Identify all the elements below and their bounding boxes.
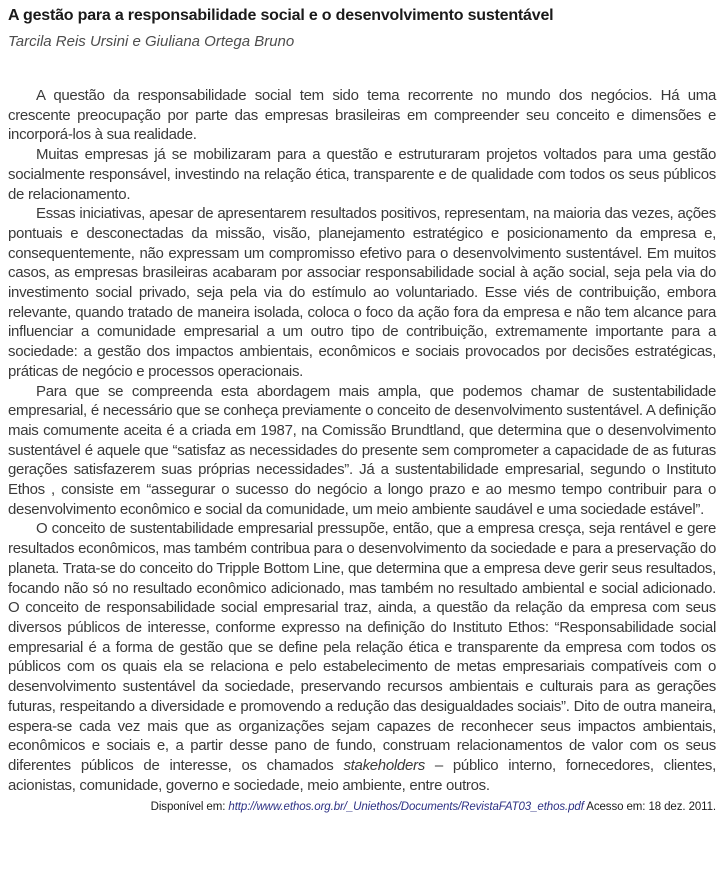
paragraphs	[8, 86, 716, 795]
text-segment: Para que se compreenda esta abordagem mais ampla, que podemos chamar de sustentabilidade empresarial, é necessário que se conheça previamente o conceito de desenvolvimento sustentável. A definição mais comumente aceita é a criada em 1987, na Comissão Brundtland, que determina que o desenvolvimento sustentável é aquele que “satisfaz as necessidades do presente sem comprometer a capacidade de as futuras gerações satisfazerem suas próprias necessidades”. Já a sustentabilidade empresarial, segundo o Instituto Ethos , consiste em “assegurar o sucesso do negócio a longo prazo e ao mesmo tempo contribuir para o desenvolvimento econômico e social da comunidade, um meio ambiente saudável e uma sociedade estável”.	[8, 382, 716, 518]
text-segment: – público interno, fornecedores, clientes, acionistas, comunidade, governo e sociedade, meio ambiente, entre outros.	[8, 756, 716, 794]
document-title: A gestão para a responsabilidade social e o desenvolvimento sustentável	[8, 7, 554, 24]
document-authors: Tarcila Reis Ursini e Giuliana Ortega Bruno	[8, 33, 295, 50]
text-segment: Essas iniciativas, apesar de apresentarem resultados positivos, representam, na maioria das vezes, ações pontuais e desconectadas da missão, visão, planejamento estratégico e posicionamento da empresa e, consequentemente, não expressam um compromisso efetivo para o desenvolvimento sustentável. Em muitos casos, as empresas brasileiras acabaram por associar responsabilidade social à ação social, seja pela via do investimento social privado, seja pela via do estímulo ao voluntariado. Esse viés de contribuição, embora relevante, quando tratado de maneira isolada, coloca o foco da ação fora da empresa e não tem alcance para influenciar a comunidade empresarial a um outro tipo de contribuição, extremamente importante para a sociedade: a gestão dos impactos ambientais, econômicos e sociais provocados por decisões estratégicas, práticas de negócio e processos operacionais.	[8, 205, 716, 380]
source-label: Disponível em:	[150, 801, 229, 814]
text-segment: O conceito de sustentabilidade empresarial pressupõe, então, que a empresa cresça, seja rentável e gere resultados econômicos, mas também contribua para o desenvolvimento da sociedade e para a preservação do planeta. Trata-se do conceito do Tripple Bottom Line, que determina que a empresa deve gerir seus resultados, focando não só no resultado econômico adicionado, mas também no resultado ambiental e social adicionado. O conceito de responsabilidade social empresarial traz, ainda, a questão da relação da empresa com seus diversos públicos de interesse, conforme expresso na definição do Instituto Ethos: “Responsabilidade social empresarial é a forma de gestão que se define pela relação ética e transparente da empresa com todos os públicos com os quais ela se relaciona e pelo estabelecimento de metas empresariais compatíveis com o desenvolvimento sustentável da sociedade, preservando recursos ambientais e culturais para as gerações futuras, respeitando a diversidade e promovendo a redução das desigualdades sociais”. Dito de outra maneira, espera-se cada vez mais que as organizações sejam capazes de reconhecer seus impactos ambientais, econômicos e sociais e, a partir desse pano de fundo, construam relacionamentos de valor com os seus diferentes públicos de interesse, os chamados	[8, 520, 716, 774]
paragraph	[8, 204, 716, 381]
source-access-date: Acesso em: 18 dez. 2011.	[583, 801, 716, 814]
text-segment: stakeholders	[343, 756, 425, 774]
paragraph	[8, 382, 716, 520]
paragraph	[8, 519, 716, 795]
paragraph	[8, 86, 716, 145]
source-url[interactable]: http://www.ethos.org.br/_Uniethos/Documents/RevistaFAT03_ethos.pdf	[228, 801, 584, 814]
text-segment: Muitas empresas já se mobilizaram para a questão e estruturaram projetos voltados para uma gestão socialmente responsável, investindo na relação ética, transparente e de qualidade com todos os seus públicos de relacionamento.	[8, 146, 716, 203]
text-segment: A questão da responsabilidade social tem sido tema recorrente no mundo dos negócios. Há uma crescente preocupação por parte das empresas brasileiras em compreender seu conceito e dimensões e incorporá-los à sua realidade.	[8, 87, 716, 144]
source-citation	[8, 800, 716, 814]
paragraph	[8, 145, 716, 204]
